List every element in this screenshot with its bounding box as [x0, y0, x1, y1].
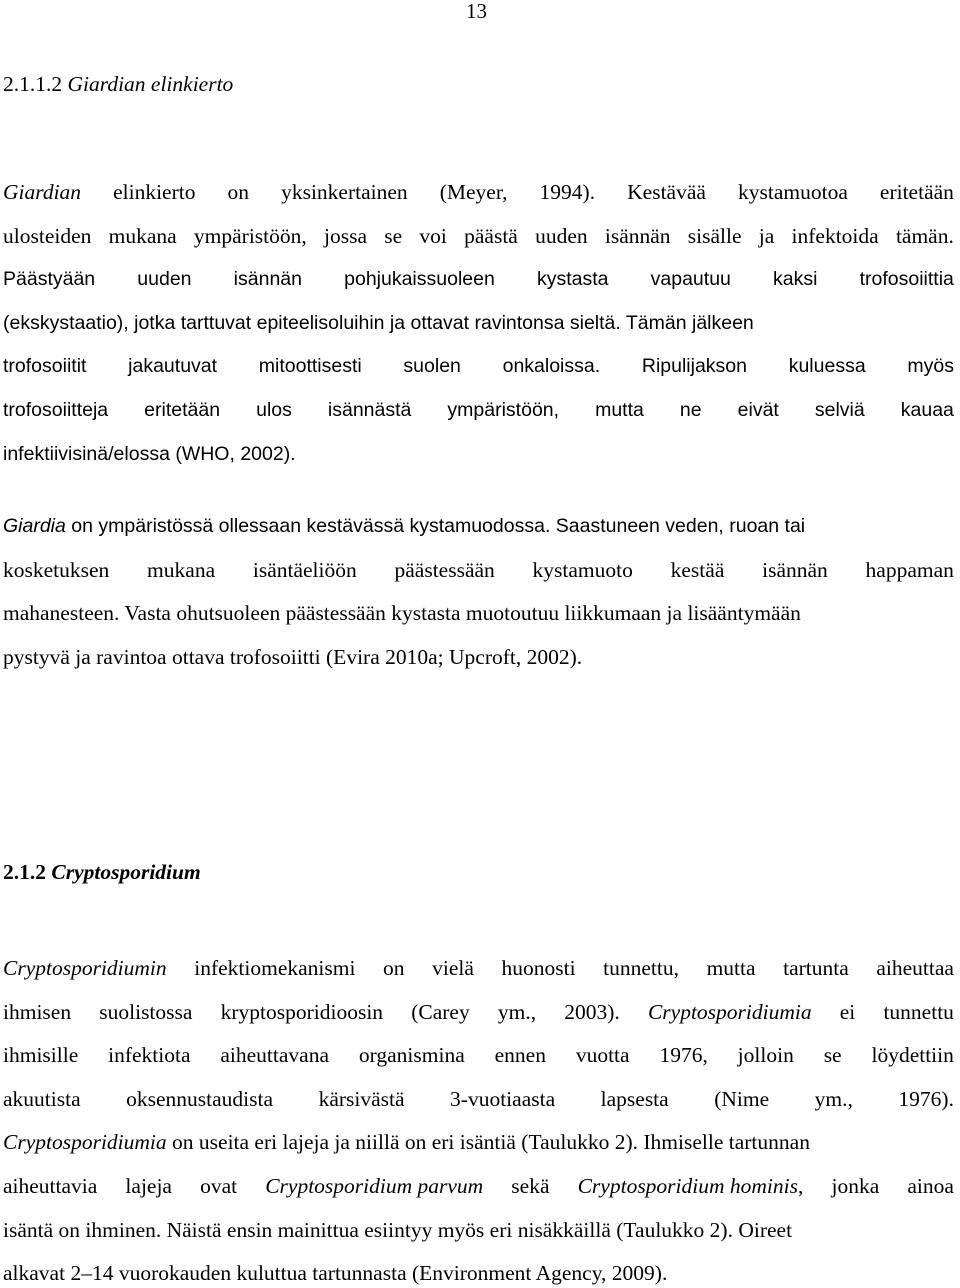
text-line: isäntä on ihminen. Näistä ensin mainittua esiintyy myös eri nisäkkäillä (Taulukko 2). Oireet: [3, 1217, 793, 1242]
word: Cryptosporidium hominis,: [577, 1174, 804, 1198]
word: lajeja: [125, 1174, 172, 1198]
word: mitoottisesti: [258, 355, 362, 378]
word: eritetään: [144, 399, 221, 421]
word: 1976).: [898, 1086, 954, 1111]
word: kystasta: [536, 268, 609, 291]
word: infektoida: [791, 223, 879, 248]
word: 1994).: [539, 180, 596, 204]
word: isännän: [604, 223, 671, 248]
word: yksinkertainen: [281, 180, 408, 204]
word: sekä: [511, 1174, 550, 1198]
word: kärsivästä: [318, 1086, 405, 1111]
text-line: [3, 998, 954, 1026]
text-line: (ekskystaatio), jotka tarttuvat epiteelisoluihin ja ottavat ravintonsa sieltä. Tämän jälkeen: [3, 311, 754, 334]
section-heading-giardia: [3, 70, 233, 98]
word: selviä: [814, 399, 865, 421]
word: akuutista: [3, 1086, 81, 1111]
word: se: [823, 1043, 842, 1068]
word: suolistossa: [99, 999, 193, 1024]
text-line: [3, 1085, 954, 1113]
text-line: [3, 265, 954, 293]
word: ovat: [200, 1174, 238, 1198]
word: Päästyään: [3, 268, 96, 291]
word: ympäristöön,: [193, 223, 307, 248]
section-number: 2.1.2: [3, 860, 46, 884]
word: päästessään: [394, 557, 495, 582]
word: mutta: [706, 956, 756, 980]
word: suolen: [403, 355, 461, 378]
word: se: [384, 223, 403, 248]
word: 1976,: [659, 1043, 708, 1068]
word: on: [383, 956, 405, 980]
word: jonka: [831, 1174, 880, 1198]
word: ihmisille: [3, 1043, 79, 1068]
word: onkaloissa.: [502, 355, 601, 378]
text-line: [3, 352, 954, 380]
word: 2003).: [564, 999, 620, 1024]
word: kauaa: [900, 399, 954, 421]
word: 3-vuotiaasta: [450, 1086, 556, 1111]
text-line: Cryptosporidiumia on useita eri lajeja ja niillä on eri isäntiä (Taulukko 2). Ihmiselle tartunnan: [3, 1130, 810, 1155]
word: isäntäeliöön: [252, 557, 357, 582]
word: mukana: [108, 223, 177, 248]
word: kystamuoto: [532, 557, 633, 582]
word: kaksi: [773, 268, 818, 291]
word: tunnettu,: [603, 956, 679, 980]
word: päästä: [464, 223, 518, 248]
text-line: Giardia on ympäristössä ollessaan kestävässä kystamuodossa. Saastuneen veden, ruoan tai: [3, 515, 806, 537]
text-line: [3, 396, 954, 424]
text-line: [3, 556, 954, 584]
word: isännästä: [327, 399, 412, 421]
word: tartunta: [783, 956, 849, 980]
word: huonosti: [501, 956, 576, 980]
word: trofosoiittia: [859, 268, 954, 291]
word: mutta: [595, 399, 644, 421]
word: ne: [679, 399, 702, 421]
word: sisälle: [687, 223, 742, 248]
word: ym.,: [814, 1086, 853, 1111]
word: ulos: [256, 399, 292, 421]
word: infektiota: [108, 1043, 191, 1068]
text-line: [3, 954, 954, 982]
word: Giardian: [3, 180, 82, 204]
word: mukana: [147, 557, 216, 582]
word: eivät: [737, 399, 779, 421]
word: kryptosporidioosin: [220, 999, 384, 1024]
word: trofosoiitteja: [3, 399, 109, 421]
word: aiheuttaa: [876, 956, 954, 980]
word: tunnettu: [883, 999, 954, 1024]
word: happaman: [865, 557, 954, 582]
text-line: [3, 1172, 954, 1200]
word: ei: [839, 999, 856, 1024]
section-title: Cryptosporidium: [51, 860, 201, 884]
text-line: [3, 178, 954, 206]
word: voi: [419, 223, 447, 248]
word: oksennustaudista: [126, 1086, 274, 1111]
word: jakautuvat: [128, 355, 218, 378]
word: ainoa: [907, 1174, 954, 1198]
word: ympäristöön,: [447, 399, 560, 421]
word: eritetään: [879, 180, 954, 204]
section-title: Giardian elinkierto: [67, 72, 234, 96]
word: (Meyer,: [439, 180, 508, 204]
word: vielä: [432, 956, 474, 980]
section-heading-cryptosporidium: [3, 858, 201, 886]
word: ulosteiden: [3, 223, 92, 248]
word: kosketuksen: [3, 557, 110, 582]
word: ennen: [494, 1043, 546, 1068]
word: lapsesta: [600, 1086, 669, 1111]
text-line: pystyvä ja ravintoa ottava trofosoiitti (Evira 2010a; Upcroft, 2002).: [3, 644, 583, 669]
word: aiheuttavia: [3, 1174, 98, 1198]
word: jossa: [324, 223, 368, 248]
page-number: 13: [466, 0, 487, 23]
text-line: [3, 222, 954, 250]
word: (Nime: [714, 1086, 770, 1111]
word: uuden: [535, 223, 588, 248]
word: jolloin: [737, 1043, 794, 1068]
word: ihmisen: [3, 999, 72, 1024]
word: tämän.: [895, 223, 954, 248]
word: kestää: [670, 557, 725, 582]
word: vapautuu: [650, 268, 731, 291]
text-line: alkavat 2–14 vuorokauden kuluttua tartunnasta (Environment Agency, 2009).: [3, 1261, 668, 1286]
word: löydettiin: [871, 1043, 954, 1068]
word: isännän: [233, 268, 302, 291]
word: kystamuotoa: [737, 180, 848, 204]
word: myös: [907, 355, 954, 378]
word: Cryptosporidiumia: [647, 999, 812, 1024]
word: elinkierto: [113, 180, 196, 204]
word: kuluessa: [788, 355, 866, 378]
word: infektiomekanismi: [194, 956, 356, 980]
word: isännän: [762, 557, 828, 582]
word: Cryptosporidium parvum: [265, 1174, 484, 1198]
word: (Carey: [411, 999, 470, 1024]
word: uuden: [137, 268, 192, 291]
word: organismina: [358, 1043, 465, 1068]
word: ja: [758, 223, 775, 248]
word: pohjukaissuoleen: [344, 268, 495, 291]
word: Kestävää: [627, 180, 706, 204]
word: Ripulijakson: [641, 355, 747, 378]
text-line: [3, 1041, 954, 1069]
word: ym.,: [497, 999, 537, 1024]
word: on: [227, 180, 250, 204]
text-line: mahanesteen. Vasta ohutsuoleen päästessään kystasta muotoutuu liikkumaan ja lisääntymään: [3, 601, 801, 626]
section-number: 2.1.1.2: [3, 72, 63, 96]
word: Cryptosporidiumin: [3, 956, 167, 980]
word: vuotta: [575, 1043, 630, 1068]
word: aiheuttavana: [220, 1043, 329, 1068]
text-line: infektiivisinä/elossa (WHO, 2002).: [3, 442, 296, 465]
word: trofosoiitit: [3, 355, 87, 378]
